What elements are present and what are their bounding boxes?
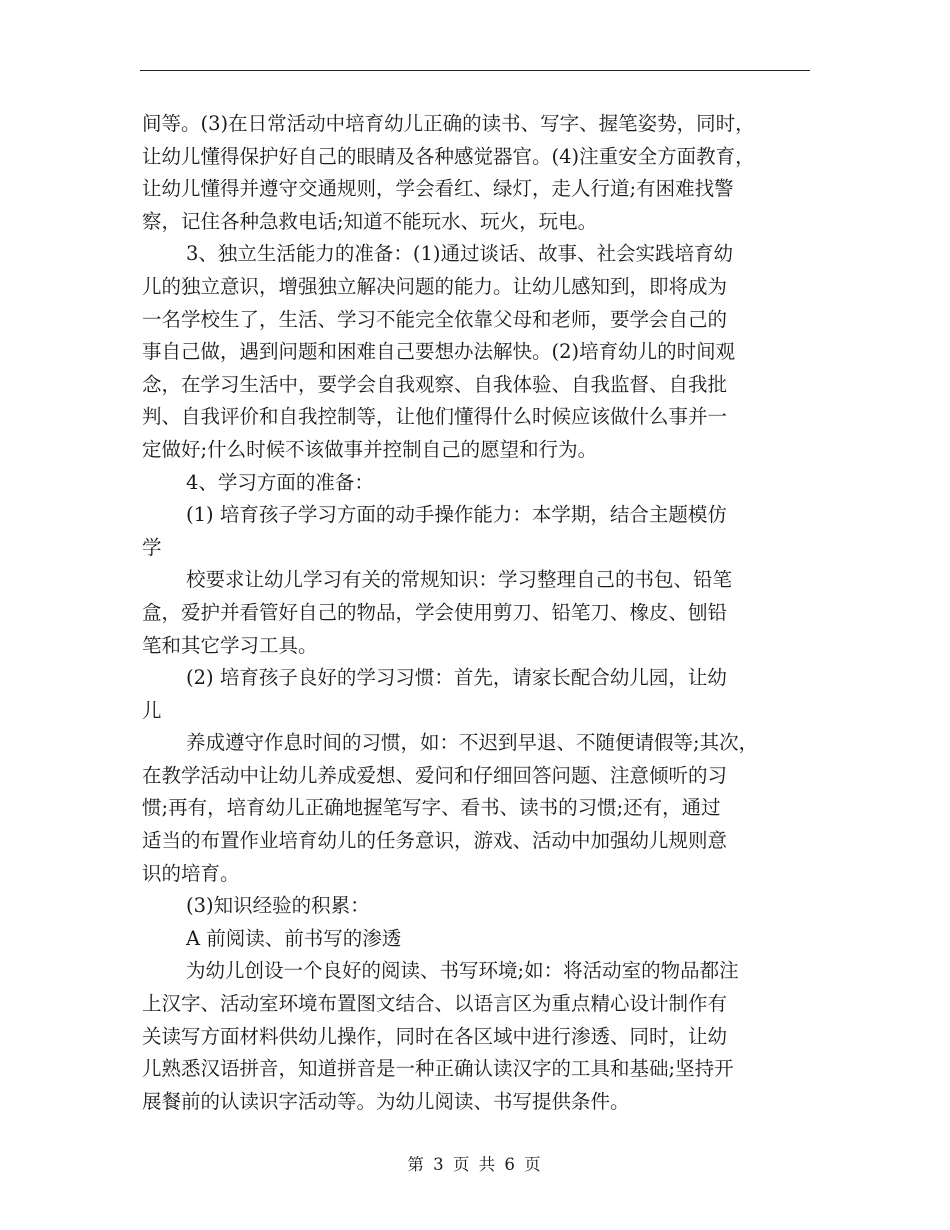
text-line: 3、独立生活能力的准备：(1)通过谈话、故事、社会实践培育幼 xyxy=(186,242,734,266)
text-line: 定做好;什么时候不该做事并控制自己的愿望和行为。 xyxy=(142,437,598,461)
text-line: 儿的独立意识，增强独立解决问题的能力。让幼儿感知到，即将成为 xyxy=(142,274,728,298)
text-line: 上汉字、活动室环境布置图文结合、以语言区为重点精心设计制作有 xyxy=(142,992,728,1016)
text-line: 儿 xyxy=(142,698,162,722)
text-line: 惯;再有，培育幼儿正确地握笔写字、看书、读书的习惯;还有，通过 xyxy=(142,796,721,820)
text-line: 让幼儿懂得并遵守交通规则，学会看红、绿灯，走人行道;有困难找警 xyxy=(142,177,734,201)
text-line: 一名学校生了，生活、学习不能完全依靠父母和老师，要学会自己的 xyxy=(142,307,728,331)
text-line: 养成遵守作息时间的习惯，如：不迟到早退、不随便请假等;其次， xyxy=(186,731,759,755)
text-line: 判、自我评价和自我控制等，让他们懂得什么时候应该做什么事并一 xyxy=(142,405,728,429)
text-line: 盒，爱护并看管好自己的物品，学会使用剪刀、铅笔刀、橡皮、刨铅 xyxy=(142,600,728,624)
header-rule xyxy=(140,70,810,71)
text-line: (2) 培育孩子良好的学习习惯：首先，请家长配合幼儿园，让幼 xyxy=(186,666,727,690)
document-body xyxy=(142,108,814,1118)
text-line: 念，在学习生活中，要学会自我观察、自我体验、自我监督、自我批 xyxy=(142,372,728,396)
text-line: 学 xyxy=(142,535,162,559)
text-line: (1) 培育孩子学习方面的动手操作能力：本学期，结合主题模仿 xyxy=(186,503,727,527)
text-line: 展餐前的认读识字活动等。为幼儿阅读、书写提供条件。 xyxy=(142,1089,630,1113)
text-line: 间等。(3)在日常活动中培育幼儿正确的读书、写字、握笔姿势，同时， xyxy=(142,112,755,135)
text-line: 让幼儿懂得保护好自己的眼睛及各种感觉器官。(4)注重安全方面教育， xyxy=(142,144,755,168)
text-line: 为幼儿创设一个良好的阅读、书写环境;如：将活动室的物品都注 xyxy=(186,959,739,983)
text-line: 校要求让幼儿学习有关的常规知识：学习整理自己的书包、铅笔 xyxy=(186,568,733,592)
text-line: 笔和其它学习工具。 xyxy=(142,633,318,657)
page-number-footer: 第 3 页 共 6 页 xyxy=(407,1155,543,1174)
text-line: 察，记住各种急救电话;知道不能玩水、玩火，玩电。 xyxy=(142,209,598,233)
section-heading: 4、学习方面的准备： xyxy=(186,470,374,494)
section-heading: A 前阅读、前书写的渗透 xyxy=(186,926,402,950)
text-line: 事自己做，遇到问题和困难自己要想办法解快。(2)培育幼儿的时间观 xyxy=(142,340,736,364)
text-line: 在教学活动中让幼儿养成爱想、爱问和仔细回答问题、注意倾听的习 xyxy=(142,763,728,787)
text-line: 适当的布置作业培育幼儿的任务意识，游戏、活动中加强幼儿规则意 xyxy=(142,829,728,853)
section-heading: (3)知识经验的积累： xyxy=(186,894,370,918)
text-line: 识的培育。 xyxy=(142,861,240,885)
text-line: 关读写方面材料供幼儿操作，同时在各区域中进行渗透、同时，让幼 xyxy=(142,1024,728,1048)
text-line: 儿熟悉汉语拼音，知道拼音是一种正确认读汉字的工具和基础;坚持开 xyxy=(142,1057,734,1081)
